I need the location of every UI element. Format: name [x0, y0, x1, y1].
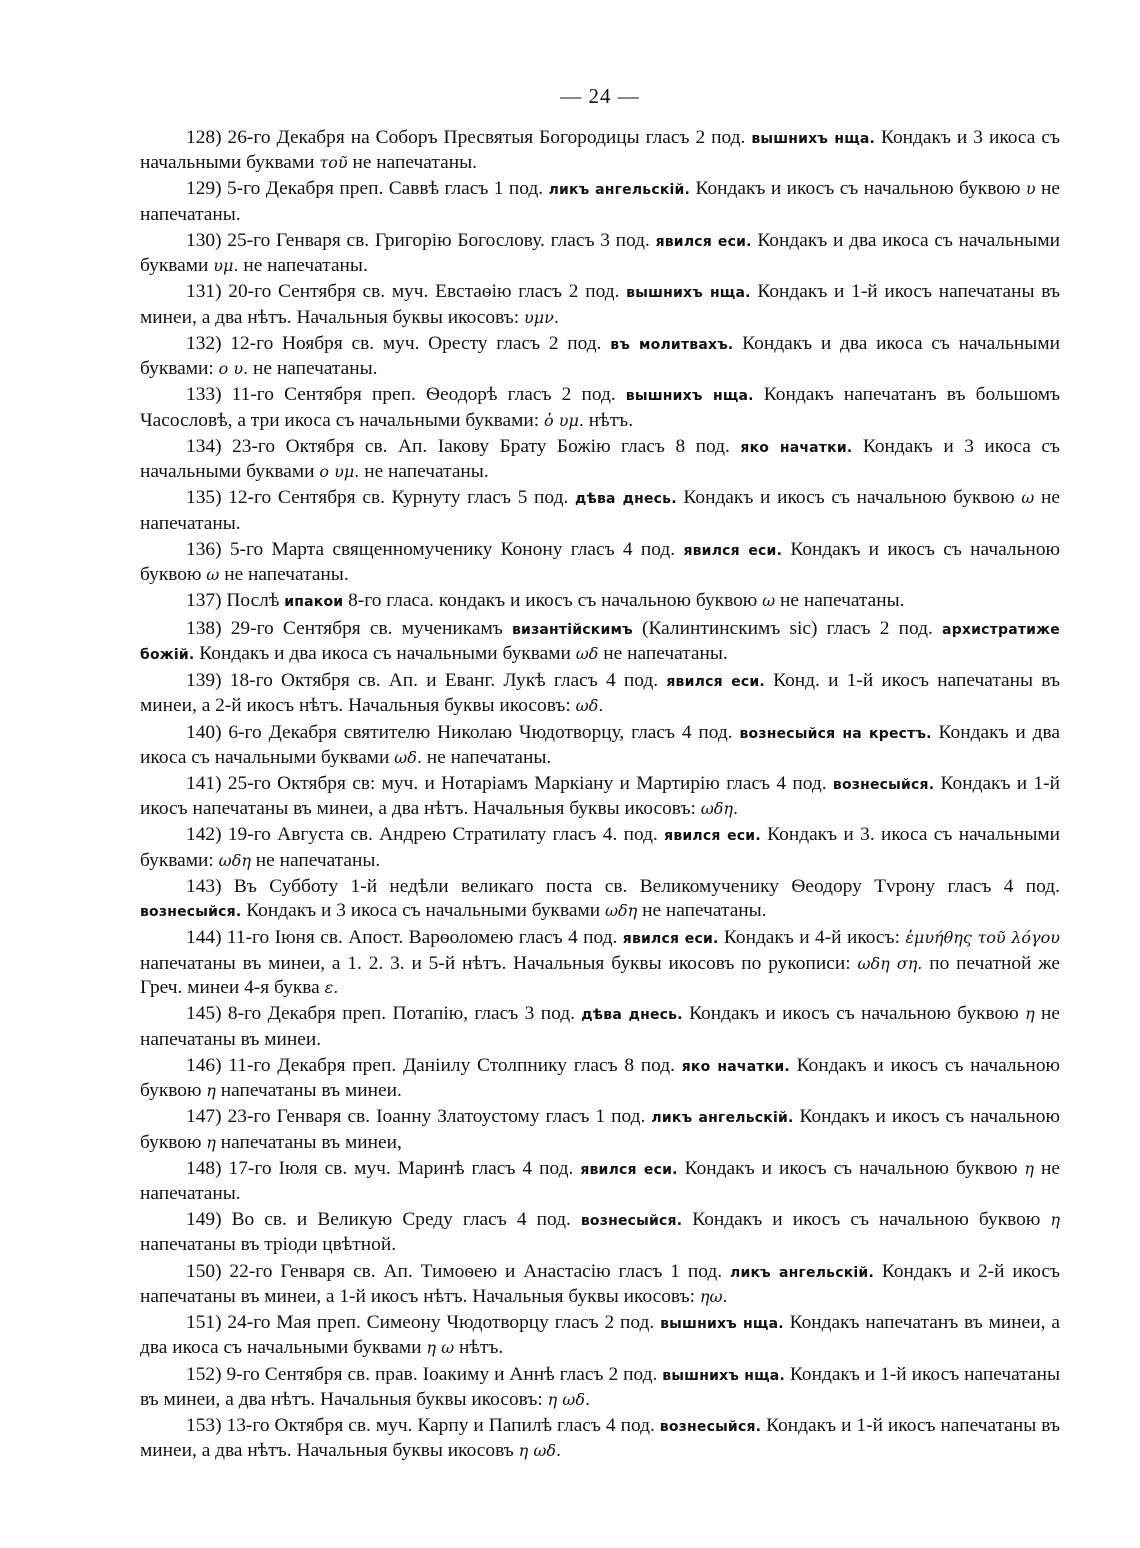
entry-text: Кондакъ и икосъ съ начальною буквою	[676, 487, 1022, 509]
church-slavonic-incipit: вышнихъ нща.	[660, 1316, 784, 1333]
list-item	[140, 926, 1060, 1000]
entry-text: 135) 12-го Сентября св. Курнуту гласъ 5 под.	[186, 487, 575, 509]
entry-text: Кондакъ и 3 икоса съ начальными буквами	[140, 127, 1060, 174]
entry-text: не напечатаны.	[248, 358, 378, 380]
list-item	[140, 280, 1060, 330]
greek-letters: τοῦ	[319, 153, 348, 173]
greek-letters: υ	[1025, 179, 1036, 199]
entry-text: Кондакъ напечатанъ въ минеи, а два икоса съ начальными буквами	[140, 1312, 1060, 1359]
entry-text: 8-го гласа. кондакъ и икосъ съ начальною буквою	[343, 590, 763, 612]
church-slavonic-incipit: ликъ ангельскій.	[651, 1110, 794, 1127]
church-slavonic-incipit: дѣва днесь.	[581, 1007, 683, 1024]
entry-text: Кондакъ и 1-й икосъ напечатаны въ минеи, а два нѣтъ. Начальныя буквы икосовъ	[140, 1415, 1060, 1462]
entry-text: напечатаны въ минеи, а 1. 2. 3. и 5-й нѣтъ. Начальныя буквы икосовъ по рукописи:	[140, 952, 858, 974]
greek-letters: η ω	[426, 1338, 455, 1358]
entry-text: 129) 5-го Декабря преп. Саввѣ гласъ 1 под.	[186, 178, 549, 200]
list-item	[140, 435, 1060, 485]
list-item	[140, 772, 1060, 822]
entry-text: 142) 19-го Августа св. Андрею Стратилату гласъ 4. под.	[186, 824, 665, 846]
greek-letters: ω	[762, 591, 776, 611]
entry-text: не напечатаны.	[250, 849, 381, 871]
entry-text: не напечатаны въ минеи.	[140, 1003, 1060, 1050]
entry-text: Кондакъ и икосъ съ начальною буквою	[140, 538, 1060, 586]
church-slavonic-incipit: вознесыйся.	[140, 904, 242, 921]
entry-text: 128) 26-го Декабря на Соборъ Пресвятыя Богородицы гласъ 2 под.	[186, 127, 752, 148]
entry-text: Кондакъ и 3 икоса съ начальными буквами	[241, 900, 605, 922]
church-slavonic-incipit: явился еси.	[664, 828, 761, 845]
entry-text: 134) 23-го Октября св. Ап. Іакову Брату Божію гласъ 8 под.	[186, 435, 741, 457]
entry-text: 147) 23-го Генваря св. Іоанну Златоустому гласъ 1 под.	[186, 1106, 652, 1128]
entry-text: 137) Послѣ	[186, 590, 285, 612]
entry-text: Кондакъ и 1-й икосъ напечатаны въ минеи, а два нѣтъ. Начальныя буквы икосовъ:	[140, 281, 1060, 328]
entry-text: нѣтъ.	[454, 1337, 504, 1359]
entry-text: 143) Въ Субботу 1-й недѣли великаго поста св. Великомученику Ѳеодору Тvрону гласъ 4 под.	[186, 875, 1060, 897]
entry-text: 139) 18-го Октября св. Ап. и Еванг. Лукѣ гласъ 4 под.	[186, 670, 667, 692]
entry-text: Кондакъ и два икоса съ начальными буквами	[140, 229, 1060, 277]
greek-letters: ὁ υμ.	[544, 410, 584, 430]
entry-text: не напечатаны.	[347, 152, 477, 174]
list-item	[140, 589, 1060, 614]
entry-text: 140) 6-го Декабря святителю Николаю Чюдотворцу, гласъ 4 под.	[186, 721, 740, 743]
entry-text: 130) 25-го Генваря св. Григорію Богослову. гласъ 3 под.	[186, 229, 656, 251]
entry-text: 138) 29-го Сентября св. мученикамъ	[186, 617, 512, 639]
church-slavonic-incipit: вышнихъ нща.	[626, 285, 751, 302]
church-slavonic-incipit: вознесыйся.	[832, 777, 935, 793]
entry-text: не напечатаны.	[359, 461, 489, 483]
greek-letters: η	[1024, 1158, 1035, 1178]
greek-letters: ωδ	[575, 643, 599, 663]
entry-text: 136) 5-го Марта священномученику Конону гласъ 4 под.	[186, 538, 684, 560]
entry-text: напечатаны въ минеи,	[215, 1131, 402, 1153]
greek-letters: ω	[206, 565, 220, 585]
list-item	[140, 721, 1060, 771]
church-slavonic-incipit: вышнихъ нща.	[625, 388, 754, 405]
church-slavonic-incipit: архистратиже божій.	[140, 621, 1060, 663]
list-item	[140, 1311, 1060, 1361]
list-item	[140, 1363, 1060, 1413]
greek-letters: ωδη ση.	[857, 953, 923, 973]
greek-letters: ωδη	[218, 850, 251, 870]
church-slavonic-incipit: явился еси.	[580, 1161, 678, 1178]
church-slavonic-incipit: ликъ ангельскій.	[730, 1264, 874, 1281]
entry-text: Кондакъ и 1-й икосъ напечатаны въ минеи, а два нѣтъ. Начальныя буквы икосовъ:	[140, 1363, 1060, 1410]
greek-letters: η	[206, 1132, 216, 1152]
list-item	[140, 1157, 1060, 1207]
list-item	[140, 1054, 1060, 1104]
greek-letters: ο υ.	[218, 359, 249, 379]
entry-text: 150) 22-го Генваря св. Ап. Тимоѳею и Анастасію гласъ 1 под.	[186, 1260, 730, 1282]
greek-letters: η	[1050, 1210, 1060, 1230]
list-item	[140, 823, 1060, 873]
entry-text: 148) 17-го Іюля св. муч. Маринѣ гласъ 4 под.	[186, 1157, 581, 1179]
greek-letters: υμ.	[213, 256, 239, 276]
entry-text: 131) 20-го Сентября св. муч. Евстаѳію гласъ 2 под.	[186, 281, 627, 303]
list-item	[140, 229, 1060, 279]
entry-text: не напечатаны.	[421, 746, 552, 768]
greek-letters: ωδη.	[700, 799, 739, 819]
entry-text: Кондакъ и 2-й икосъ напечатаны въ минеи, а 1-й икосъ нѣтъ. Начальныя буквы икосовъ:	[140, 1260, 1060, 1307]
list-item	[140, 538, 1060, 588]
entry-text: Кондакъ и два икоса съ начальными буквами	[194, 642, 576, 664]
entry-text: 146) 11-го Декабря преп. Даніилу Столпнику гласъ 8 под.	[186, 1054, 682, 1076]
list-item	[140, 1002, 1060, 1052]
list-item	[140, 875, 1060, 925]
entry-list	[140, 126, 1060, 1466]
entry-text: не напечатаны.	[140, 178, 1060, 225]
list-item	[140, 1260, 1060, 1310]
church-slavonic-incipit: вышнихъ нща.	[751, 131, 876, 147]
entry-text: 151) 24-го Мая преп. Симеону Чюдотворцу гласъ 2 под.	[186, 1312, 661, 1334]
greek-letters: ωδ.	[394, 747, 422, 767]
list-item	[140, 669, 1060, 719]
church-slavonic-incipit: вышнихъ нща.	[662, 1367, 785, 1384]
entry-text: 133) 11-го Сентября преп. Ѳеодорѣ гласъ 2 под.	[186, 384, 626, 406]
greek-letters: η	[1025, 1004, 1035, 1024]
entry-text: 145) 8-го Декабря преп. Потапію, гласъ 3 под.	[186, 1003, 582, 1025]
church-slavonic-incipit: явился еси.	[655, 233, 752, 250]
greek-letters: ο υμ.	[319, 462, 360, 482]
entry-text: не напечатаны.	[219, 564, 349, 586]
entry-text: Кондакъ и 1-й икосъ напечатаны въ минеи, а два нѣтъ. Начальныя буквы икосовъ:	[140, 773, 1060, 820]
entry-text: 153) 13-го Октября св. муч. Карпу и Папилѣ гласъ 4 под.	[186, 1415, 660, 1437]
list-item	[140, 1208, 1060, 1258]
church-slavonic-incipit: вознесыйся.	[580, 1213, 683, 1230]
entry-text: не напечатаны.	[238, 255, 368, 277]
church-slavonic-incipit: явился еси.	[666, 674, 765, 691]
entry-text: Кондакъ и икосъ съ начальною буквою	[140, 1054, 1060, 1102]
greek-letters: ηω.	[699, 1286, 728, 1306]
entry-text: 149) Во св. и Великую Среду гласъ 4 под.	[186, 1209, 581, 1231]
list-item	[140, 1414, 1060, 1464]
entry-text: нѣтъ.	[583, 409, 634, 431]
entry-text: не напечатаны.	[140, 487, 1060, 534]
page-number: — 24 —	[560, 84, 640, 108]
entry-text: не напечатаны.	[637, 900, 767, 922]
church-slavonic-incipit: ликъ ангельскій.	[548, 182, 691, 199]
greek-letters: η ωδ.	[547, 1389, 591, 1409]
list-item	[140, 1105, 1060, 1155]
list-item	[140, 126, 1060, 176]
list-item	[140, 383, 1060, 433]
greek-letters: ω	[1021, 488, 1035, 508]
greek-letters: υμν.	[524, 307, 559, 327]
list-item	[140, 617, 1060, 668]
entry-text: 144) 11-го Іюня св. Апост. Варѳоломею гласъ 4 под.	[186, 927, 623, 949]
church-slavonic-incipit: византійскимъ	[512, 621, 633, 638]
list-item	[140, 486, 1060, 536]
church-slavonic-incipit: яко начатки.	[740, 439, 853, 456]
entry-text: Конд. и 1-й икосъ напечатаны въ минеи, а 2-й икосъ нѣтъ. Начальныя буквы икосовъ:	[140, 670, 1060, 717]
entry-text: 141) 25-го Октября св: муч. и Нотаріамъ Маркіану и Мартирію гласъ 4 под.	[186, 773, 833, 794]
church-slavonic-incipit: вознесыйся на крестъ.	[739, 725, 932, 742]
church-slavonic-incipit: ипакои	[284, 594, 344, 611]
entry-text: Кондакъ и икосъ съ начальною буквою	[140, 1106, 1060, 1153]
church-slavonic-incipit: явился еси.	[683, 542, 783, 559]
church-slavonic-incipit: дѣва днесь.	[574, 491, 677, 508]
entry-text: Кондакъ и 3 икоса съ начальными буквами	[140, 435, 1060, 483]
entry-text: напечатаны въ тріоди цвѣтной.	[140, 1234, 397, 1256]
greek-letters: ε.	[324, 978, 339, 998]
entry-text: Кондакъ и икосъ съ начальною буквою	[677, 1157, 1025, 1179]
list-item	[140, 332, 1060, 382]
entry-text: не напечатаны.	[598, 642, 728, 664]
entry-text: (Калинтинскимъ sic) гласъ 2 под.	[632, 617, 943, 639]
greek-letters: η	[206, 1081, 216, 1101]
entry-text: Кондакъ напечатанъ въ большомъ Часословѣ, а три икоса съ начальными буквами:	[140, 384, 1060, 431]
greek-letters: ωδ.	[575, 696, 604, 716]
entry-text: 152) 9-го Сентября св. прав. Іоакиму и Аннѣ гласъ 2 под.	[186, 1363, 663, 1385]
entry-text: Кондакъ и икосъ съ начальною буквою	[682, 1209, 1051, 1231]
entry-text: не напечатаны.	[775, 590, 905, 612]
church-slavonic-incipit: въ молитвахъ.	[610, 336, 734, 353]
entry-text: не напечатаны.	[140, 1157, 1060, 1204]
entry-text: Кондакъ и икосъ съ начальною буквою	[682, 1003, 1026, 1025]
entry-text: по печатной же Греч. минеи 4-я буква	[140, 952, 1060, 999]
entry-text: Кондакъ и два икоса съ начальными буквами	[140, 721, 1060, 768]
greek-letters: ωδη	[604, 901, 638, 921]
greek-letters: ἐμυήθης τοῦ λόγου	[905, 928, 1060, 948]
entry-text: Кондакъ и два икоса съ начальными буквами:	[140, 332, 1060, 380]
entry-text: напечатаны въ минеи.	[215, 1080, 402, 1102]
greek-letters: η ωδ.	[518, 1441, 562, 1461]
church-slavonic-incipit: вознесыйся.	[659, 1419, 762, 1436]
church-slavonic-incipit: яко начатки.	[681, 1058, 790, 1075]
entry-text: Кондакъ и икосъ съ начальною буквою	[690, 178, 1026, 200]
entry-text: 132) 12-го Ноября св. муч. Оресту гласъ 2 под.	[186, 332, 611, 354]
entry-text: Кондакъ и 4-й икосъ:	[718, 927, 906, 949]
church-slavonic-incipit: явился еси.	[622, 931, 719, 948]
entry-text: Кондакъ и 3. икоса съ начальными буквами:	[140, 824, 1060, 871]
list-item	[140, 177, 1060, 227]
